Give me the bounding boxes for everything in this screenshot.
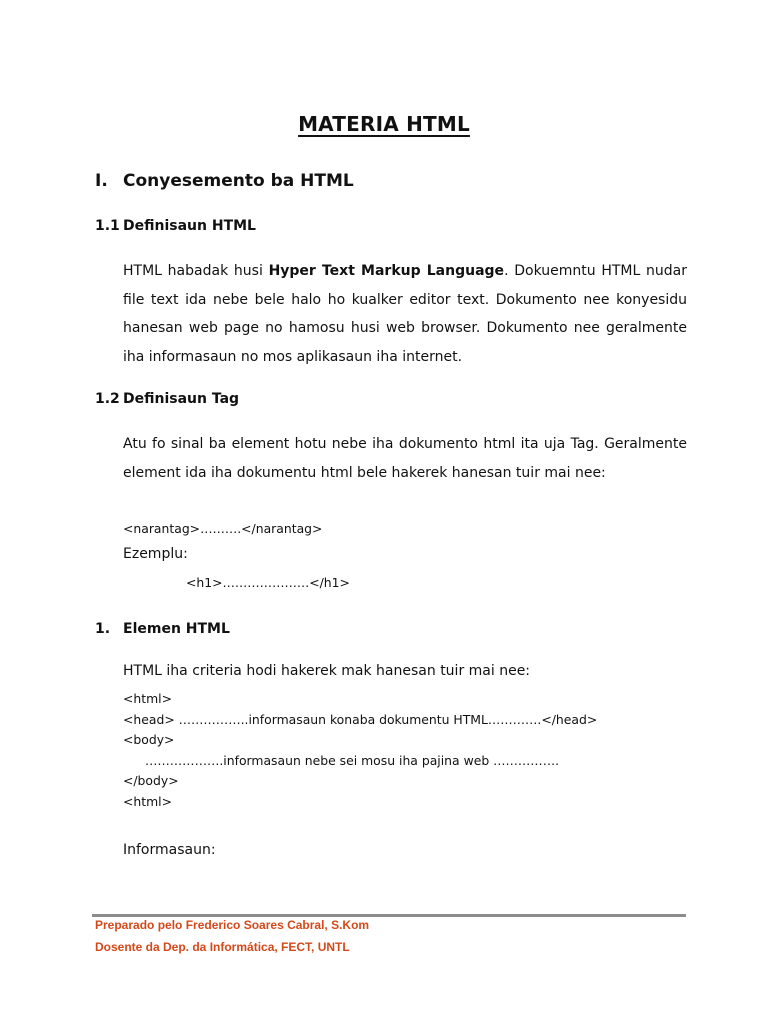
code-line: <head> ……………..informasaun konaba dokumentu HTML………….</head> [123,711,598,727]
elemen-intro: HTML iha criteria hodi hakerek mak hanesan tuir mai nee: [123,663,531,679]
tag-syntax: <narantag>……….</narantag> [123,521,323,536]
footer-author: Preparado pelo Frederico Soares Cabral, S.Kom [95,918,370,932]
code-block [123,689,597,812]
section-heading-elemen: 1. Elemen HTML [95,621,230,637]
section-heading-1 [95,171,354,191]
example-label: Ezemplu: [123,546,188,562]
footer-divider [92,914,686,917]
code-line: </body> [123,773,179,788]
footer-department: Dosente da Dep. da Informática, FECT, UNTL [95,940,350,954]
subsection-heading-1-1: 1.1 Definisaun HTML [95,218,256,234]
document-title: MATERIA HTML [298,112,470,136]
informasaun-label: Informasaun: [123,842,216,858]
paragraph-tag-definition: Atu fo sinal ba element hotu nebe iha dokumento html ita uja Tag. Geralmente element ida iha dokumentu html bele hakerek hanesan tuir mai nee: [123,436,687,481]
section-title: Conyesemento ba HTML [123,171,354,191]
code-line: <html> [123,691,172,706]
code-line: ……………….informasaun nebe sei mosu iha pajina web ……………. [145,752,560,768]
code-line: <html> [123,793,172,809]
code-line: <body> [123,732,175,747]
subsection-heading-1-2: 1.2 Definisaun Tag [95,391,240,407]
section-number: I. [95,171,108,191]
paragraph-html-definition: HTML habadak husi Hyper Text Markup Language. Dokuemntu HTML nudar file text ida nebe bele halo ho kualker editor text. Dokumento nee konyesidu hanesan web page no hamosu husi web browser. Dokumento nee geralmente iha informasaun no mos aplikasaun iha internet. [123,263,687,365]
example-code: <h1>…………………</h1> [186,575,350,590]
bold-term: Hyper Text Markup Language [268,263,505,279]
